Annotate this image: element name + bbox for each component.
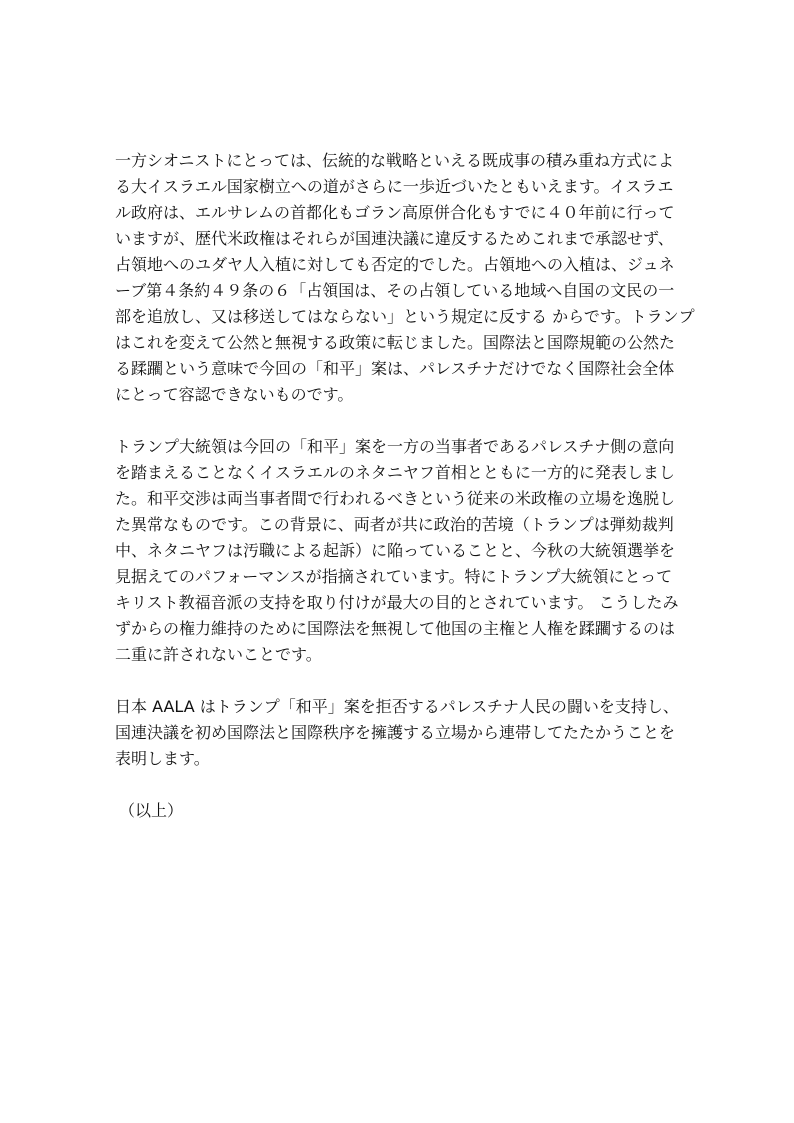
paragraph-line: 中、ネタニヤフは汚職による起訴）に陥っていることと、今秋の大統領選挙を: [115, 541, 676, 560]
paragraph-line: トランプ大統領は今回の「和平」案を一方の当事者であるパレスチナ側の意向: [115, 437, 675, 456]
paragraph-line: を踏まえることなくイスラエルのネタニヤフ首相とともに一方的に発表しまし: [115, 463, 675, 482]
paragraph-line: ル政府は、エルサレムの首都化もゴラン高原併合化もすでに４０年前に行って: [115, 203, 675, 222]
paragraph-line: る大イスラエル国家樹立への道がさらに一歩近づいたともいえます。イスラエ: [115, 177, 674, 196]
paragraph-3: [115, 694, 685, 772]
paragraph-2: [115, 434, 685, 668]
paragraph-line: 日本 AALA はトランプ「和平」案を拒否するパレスチナ人民の闘いを支持し、: [115, 697, 679, 716]
closing-mark: （以上）: [119, 801, 184, 820]
paragraph-line: た異常なものです。この背景に、両者が共に政治的苦境（トランプは弾劾裁判: [115, 515, 674, 534]
paragraph-line: 二重に許されないことです。: [115, 645, 322, 664]
paragraph-line: はこれを変えて公然と無視する政策に転じました。国際法と国際規範の公然た: [115, 333, 676, 352]
paragraph-line: 見据えてのパフォーマンスが指摘されています。特にトランプ大統領にとって: [115, 567, 673, 586]
paragraph-line: た。和平交渉は両当事者間で行われるべきという従来の米政権の立場を逸脱し: [115, 489, 676, 508]
paragraph-line: 部を追放し、又は移送してはならない」という規定に反する からです。トランプ: [115, 307, 695, 326]
paragraph-line: 一方シオニストにとっては、伝統的な戦略といえる既成事の積み重ね方式によ: [115, 151, 675, 170]
paragraph-line: キリスト教福音派の支持を取り付けが最大の目的とされています。 こうしたみ: [115, 593, 679, 612]
paragraph-line: いますが、歴代米政権はそれらが国連決議に違反するためこれまで承認せず、: [115, 229, 674, 248]
paragraph-line: 国連決議を初め国際法と国際秩序を擁護する立場から連帯してたたかうことを: [115, 723, 676, 742]
paragraph-line: 表明します。: [115, 749, 210, 768]
paragraph-line: にとって容認できないものです。: [115, 385, 354, 404]
document-body: [115, 148, 695, 824]
paragraph-line: ーブ第４条約４９条の６「占領国は、その占領している地域へ自国の文民の一: [115, 281, 675, 300]
paragraph-1: [115, 148, 695, 408]
paragraph-line: る蹂躙という意味で今回の「和平」案は、パレスチナだけでなく国際社会全体: [115, 359, 675, 378]
paragraph-line: ずからの権力維持のために国際法を無視して他国の主権と人権を蹂躙するのは: [115, 619, 676, 638]
paragraph-line: 占領地へのユダヤ人入植に対しても否定的でした。占領地への入植は、ジュネ: [115, 255, 675, 274]
